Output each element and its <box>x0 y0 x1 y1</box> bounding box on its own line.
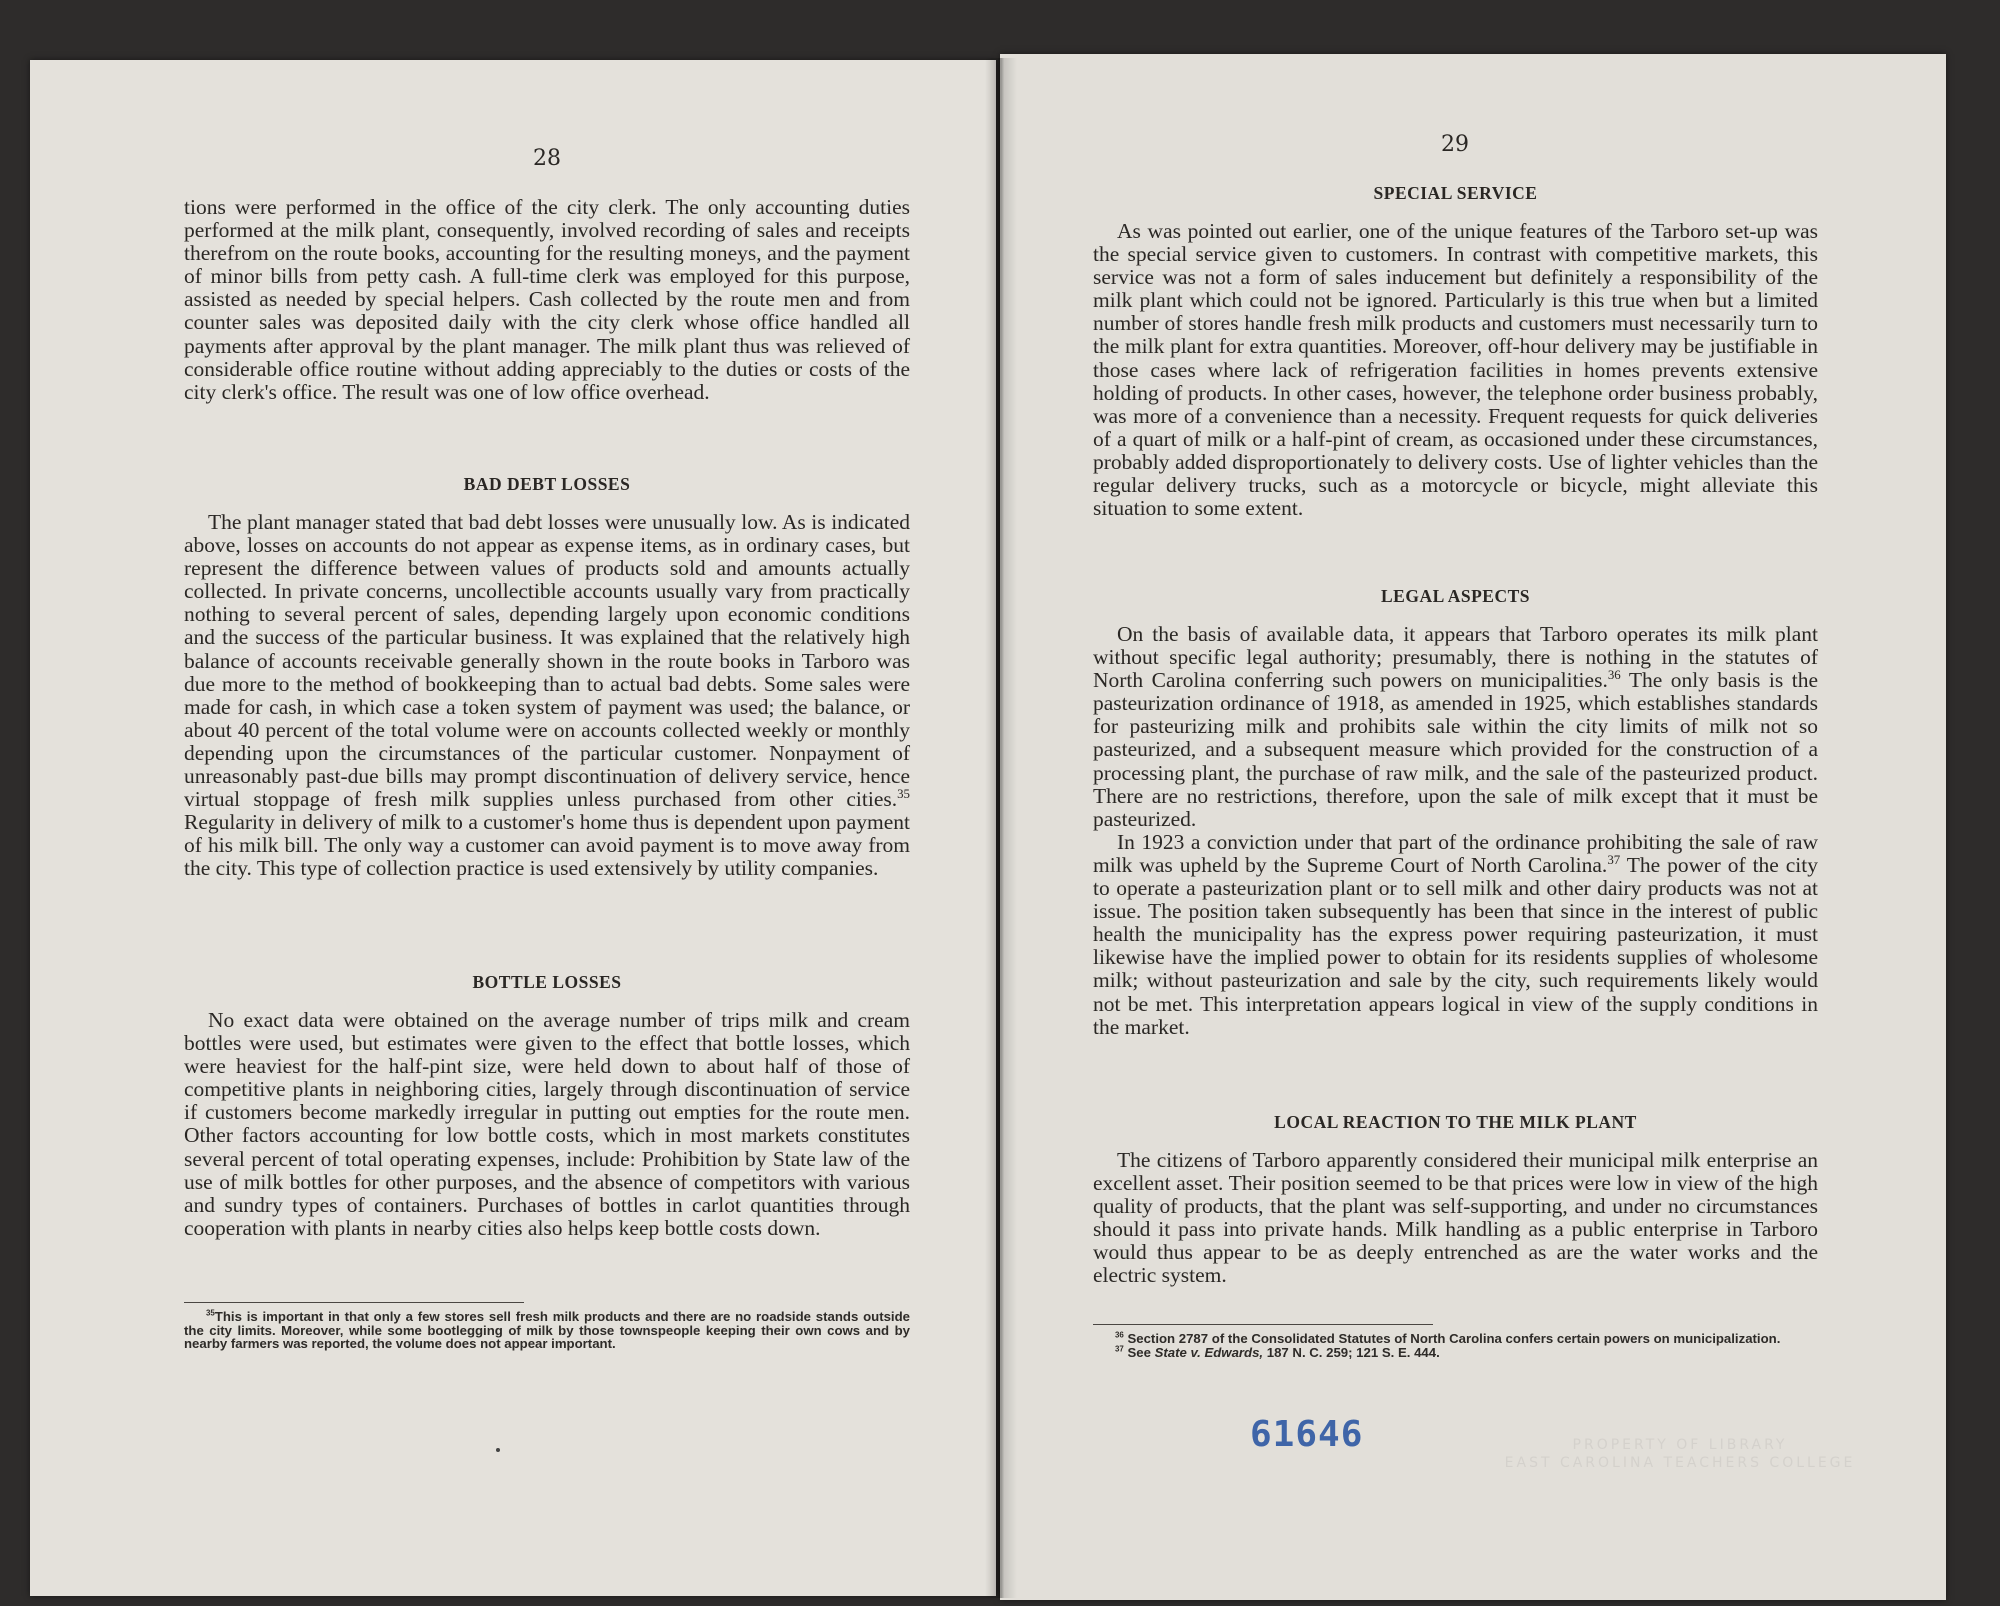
legal-text-d: The power of the city to operate a pasteurization plant or to sell milk and other dairy products was not at issue. The position taken subsequently has been that since in the interest of public health the municipality has the express power requiring pasteurization, it must likewise have the implied power to obtain for its residents supplies of wholesome milk; without pasteurization and sale by the city, such requirements likely would not be met. This interpretation appears logical in view of the supply conditions in the market. <box>1093 852 1818 1039</box>
library-stamp <box>1500 1436 1860 1472</box>
intro-paragraph-block <box>184 196 910 404</box>
footnote-37-cite: 187 N. C. 259; 121 S. E. 444. <box>1263 1344 1440 1360</box>
bad-debt-text-a: The plant manager stated that bad debt losses were unusually low. As is indicated above, losses on accounts do not appear as expense items, as in ordinary cases, but represent the difference between values of products sold and amounts actually collected. In private concerns, uncollectible accounts usually vary from practically nothing to several percent of sales, depending largely upon economic conditions and the success of the particular business. It was explained that the relatively high balance of accounts receivable generally shown in the route books in Tarboro was due more to the method of bookkeeping than to actual bad debts. Some sales were made for cash, in which case a token system of payment was used; the balance, or about 40 percent of the total volume were on accounts collected weekly or monthly depending upon the circumstances of the particular customer. Nonpayment of unreasonably past-due bills may prompt discontinuation of delivery service, hence virtual stoppage of fresh milk supplies unless purchased from other cities. <box>184 510 910 812</box>
bad-debt-paragraph-block <box>184 511 910 881</box>
footnote-37 <box>1093 1346 1818 1360</box>
page-number-left: 28 <box>533 146 561 171</box>
footnote-36 <box>1093 1332 1818 1346</box>
local-reaction-paragraph-block <box>1093 1149 1818 1288</box>
special-service-heading: SPECIAL SERVICE <box>1373 183 1538 203</box>
bottle-losses-paragraph: No exact data were obtained on the average number of trips milk and cream bottles were used, but estimates were given to the effect that bottle losses, which were heaviest for the half-pint size, were held down to about half of those of competitive plants in neighboring cities, largely through discontinuation of service if customers become markedly irregular in putting out empties for the route men. Other factors accounting for low bottle costs, which in most markets constitutes several percent of total operating expenses, include: Prohibition by State law of the use of milk bottles for other purposes, and the absence of competitors with various and sundry types of containers. Purchases of bottles in carlot quantities through cooperation with plants in nearby cities also helps keep bottle costs down. <box>184 1008 910 1240</box>
footnote-35-text: This is important in that only a few stores sell fresh milk products and there are no roadside stands outside the city limits. Moreover, while some bootlegging of milk by those townspeople keeping their own cows and by nearby farmers was reported, the volume does not appear important. <box>184 1309 910 1352</box>
left-footnotes <box>184 1310 910 1351</box>
right-footnotes <box>1093 1332 1818 1359</box>
local-reaction-heading: LOCAL REACTION TO THE MILK PLANT <box>1274 1112 1637 1132</box>
footnote-35-number: 35 <box>206 1308 215 1318</box>
legal-aspects-heading: LEGAL ASPECTS <box>1381 586 1530 606</box>
bad-debt-paragraph <box>184 511 910 881</box>
footnote-37-prefix: See <box>1127 1344 1155 1360</box>
bad-debt-text-b: Regularity in delivery of milk to a customer's home thus is dependent upon payment of his milk bill. The only way a customer can avoid payment is to move away from the city. This type of collection practice is used extensively by utility companies. <box>184 810 910 881</box>
footnote-37-number: 37 <box>1115 1344 1124 1354</box>
local-reaction-paragraph: The citizens of Tarboro apparently considered their municipal milk enterprise an excellent asset. Their position seemed to be that prices were low in view of the high quality of products, that the plant was self-supporting, and under no circumstances should it pass into private hands. Milk handling as a public enterprise in Tarboro would thus appear to be as deeply entrenched as are the water works and the electric system. <box>1093 1148 1818 1288</box>
special-service-paragraph: As was pointed out earlier, one of the unique features of the Tarboro set-up was the special service given to customers. In contrast with competitive markets, this service was not a form of sales inducement but definitely a responsibility of the milk plant which could not be ignored. Particularly is this true when but a limited number of stores handle fresh milk products and customers must necessarily turn to the milk plant for extra quantities. Moreover, off-hour delivery may be justifiable in those cases where lack of refrigeration facilities in homes prevents extensive holding of products. In other cases, however, the telephone order business probably, was more of a convenience than a necessity. Frequent requests for quick deliveries of a quart of milk or a half-pint of cream, as occasioned under these circumstances, probably added disproportionately to delivery costs. Use of lighter vehicles than the regular delivery trucks, such as a motorcycle or bicycle, might alleviate this situation to some extent. <box>1093 219 1818 521</box>
legal-text-b: The only basis is the pasteurization ordinance of 1918, as amended in 1925, which establishes standards for pasteurizing milk and prohibits sale within the city limits of milk not so pasteurized, and a subsequent measure which provided for the construction of a processing plant, the purchase of raw milk, and the sale of the pasteurized product. There are no restrictions, therefore, upon the sale of milk except that it must be pasteurized. <box>1093 668 1819 831</box>
legal-text-a: On the basis of available data, it appears that Tarboro operates its milk plant without specific legal authority; presumably, there is nothing in the statutes of North Carolina conferring such powers on municipalities. <box>1093 622 1818 693</box>
footnote-35 <box>184 1310 910 1351</box>
legal-aspects-paragraph-2 <box>1093 831 1818 1039</box>
legal-aspects-paragraph-block <box>1093 623 1818 1039</box>
book-gutter <box>985 58 1017 1598</box>
accession-stamp-number: 61646 <box>1250 1414 1364 1455</box>
bottle-losses-paragraph-block <box>184 1009 910 1240</box>
library-stamp-line2: EAST CAROLINA TEACHERS COLLEGE <box>1504 1455 1856 1471</box>
special-service-paragraph-block <box>1093 220 1818 520</box>
left-footnote-rule <box>184 1302 524 1303</box>
footnote-ref-36: 36 <box>1607 668 1621 683</box>
intro-paragraph: tions were performed in the office of the city clerk. The only accounting duties performed at the milk plant, consequently, involved recording of sales and receipts therefrom on the route books, accounting for the resulting moneys, and the payment of minor bills from petty cash. A full-time clerk was employed for this purpose, assisted as needed by special helpers. Cash collected by the route men and from counter sales was deposited daily with the city clerk whose office handled all payments after approval by the plant manager. The milk plant thus was relieved of considerable office routine without adding appreciably to the duties or costs of the city clerk's office. The result was one of low office overhead. <box>184 195 910 404</box>
bottle-losses-heading: BOTTLE LOSSES <box>472 972 622 992</box>
bad-debt-heading: BAD DEBT LOSSES <box>463 474 631 494</box>
footnote-36-text: Section 2787 of the Consolidated Statutes of North Carolina confers certain powers on municipalization. <box>1127 1331 1781 1346</box>
footnote-ref-37: 37 <box>1607 852 1621 867</box>
footnote-37-case: State v. Edwards, <box>1154 1344 1264 1360</box>
page-number-right: 29 <box>1441 132 1469 157</box>
page-speck <box>496 1448 500 1452</box>
footnote-36-number: 36 <box>1115 1330 1124 1340</box>
library-stamp-line1: PROPERTY OF LIBRARY <box>1572 1437 1788 1453</box>
legal-aspects-paragraph-1 <box>1093 623 1818 831</box>
legal-text-c: In 1923 a conviction under that part of the ordinance prohibiting the sale of raw milk was upheld by the Supreme Court of North Carolina. <box>1093 829 1818 877</box>
right-footnote-rule <box>1093 1324 1433 1325</box>
footnote-ref-35: 35 <box>897 786 910 801</box>
